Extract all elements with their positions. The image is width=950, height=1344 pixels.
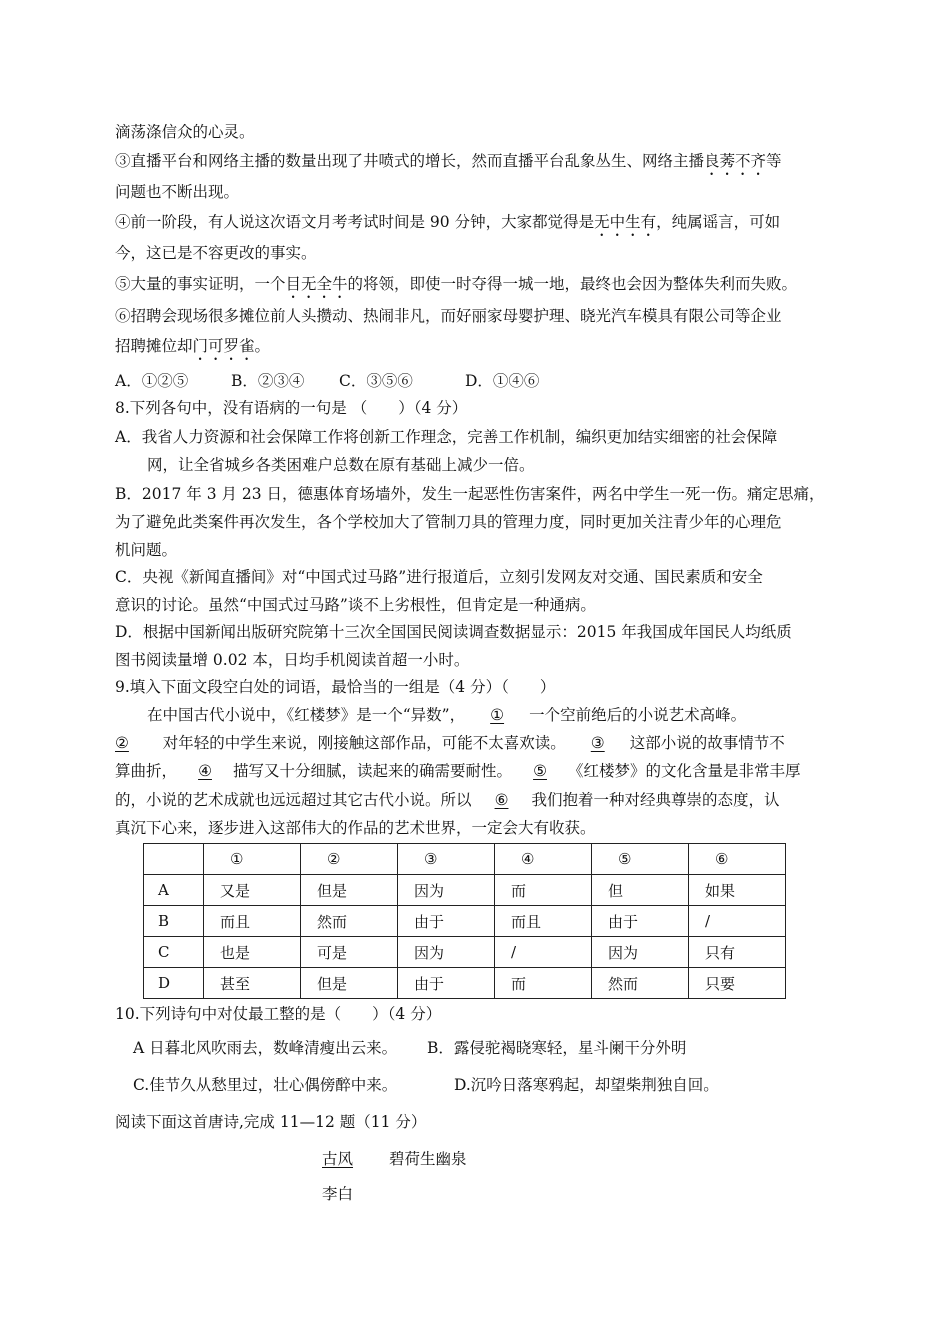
q9-passage-line-4: 的，小说的艺术成就也远远超过其它古代小说。所以 ⑥ 我们抱着一种对经典尊崇的态度，认 (115, 791, 780, 809)
table-cell: 又是 (204, 875, 301, 906)
q9-passage-line-3: 算曲折， ④ 描写又十分细腻，读起来的确需要耐性。 ⑤ 《红楼梦》的文化含量是非常丰厚 (115, 762, 801, 780)
table-header-cell: ⑤ (592, 844, 689, 875)
blank-2: ② (115, 734, 129, 752)
q7-sentence-4-cont: 今，这已是不容更改的事实。 (115, 244, 317, 262)
table-row[interactable] (144, 968, 786, 999)
table-header-cell: ② (301, 844, 398, 875)
q7-sentence-3-cont: 问题也不断出现。 (115, 183, 240, 201)
table-cell: 也是 (204, 937, 301, 968)
table-cell: 甚至 (204, 968, 301, 999)
table-cell: D (144, 968, 204, 999)
q8-option-d[interactable]: D．根据中国新闻出版研究院第十三次全国国民阅读调查数据显示：2015 年我国成年国民人均纸质 (115, 623, 792, 641)
table-header-cell: ③ (398, 844, 495, 875)
poem-author: 李白 (322, 1185, 354, 1203)
q8-option-c-cont: 意识的讨论。虽然“中国式过马路”谈不上劣根性，但肯定是一种通病。 (115, 596, 596, 614)
idiom-emphasis: 目无全牛 (285, 275, 348, 293)
table-cell: 而且 (204, 906, 301, 937)
table-cell: 因为 (398, 937, 495, 968)
q7-sentence-6-cont: 招聘摊位却门可罗雀。 (115, 337, 271, 355)
q8-option-a[interactable]: A．我省人力资源和社会保障工作将创新工作理念，完善工作机制，编织更加结实细密的社会保障 (115, 428, 778, 446)
table-cell: / (689, 906, 786, 937)
q8-option-b-cont: 为了避免此类案件再次发生，各个学校加大了管制刀具的管理力度，同时更加关注青少年的心理危 (115, 513, 782, 531)
table-cell: 但 (592, 875, 689, 906)
q9-options-table (143, 843, 786, 999)
table-cell: A (144, 875, 204, 906)
q9-passage-line-2: ② 对年轻的中学生来说，刚接触这部作品，可能不太喜欢读。 ③ 这部小说的故事情节不 (115, 734, 785, 752)
idiom-emphasis: 良莠不齐 (704, 152, 767, 170)
table-cell: 而且 (495, 906, 592, 937)
q10-option-d[interactable]: D.沉吟日落寒鸦起，却望柴荆独自回。 (454, 1076, 719, 1094)
q10-option-c[interactable]: C.佳节久从愁里过，壮心偶傍醉中来。 (133, 1076, 398, 1094)
reading-instructions: 阅读下面这首唐诗,完成 11—12 题（11 分） (115, 1113, 427, 1131)
table-header-cell (144, 844, 204, 875)
table-cell: 而 (495, 968, 592, 999)
blank-1: ① (490, 706, 505, 724)
q9-stem: 9.填入下面文段空白处的词语，最恰当的一组是（4 分）（ ） (115, 678, 556, 696)
blank-6: ⑥ (494, 791, 509, 809)
table-cell: 可是 (301, 937, 398, 968)
table-cell: 但是 (301, 968, 398, 999)
q9-passage-line-5: 真沉下心来，逐步进入这部伟大的作品的艺术世界，一定会大有收获。 (115, 819, 596, 837)
table-cell: 只要 (689, 968, 786, 999)
q8-option-c[interactable]: C．央视《新闻直播间》对“中国式过马路”进行报道后，立刻引发网友对交通、国民素质和安全 (115, 568, 763, 586)
q7-sentence-6: ⑥招聘会现场很多摊位前人头攒动、热闹非凡，而好丽家母婴护理、晓光汽车模具有限公司等企业 (115, 307, 782, 325)
poem-series: 古风 (322, 1150, 354, 1168)
q7-option-a[interactable]: A．①②⑤ (115, 372, 189, 390)
q7-option-b[interactable]: B．②③④ (231, 372, 305, 390)
table-cell: 由于 (398, 968, 495, 999)
table-cell: 然而 (592, 968, 689, 999)
idiom-emphasis: 无中生有 (594, 213, 657, 231)
idiom-emphasis: 门可罗雀 (192, 337, 255, 355)
table-row[interactable] (144, 937, 786, 968)
table-header-cell: ④ (495, 844, 592, 875)
q9-passage-line-1: 在中国古代小说中，《红楼梦》是一个“异数”， ① 一个空前绝后的小说艺术高峰。 (147, 706, 747, 724)
q8-option-a-cont: 网，让全省城乡各类困难户总数在原有基础上减少一倍。 (147, 456, 535, 474)
table-cell: 而 (495, 875, 592, 906)
blank-4: ④ (198, 762, 212, 780)
table-cell: 如果 (689, 875, 786, 906)
q10-option-a[interactable]: A 日暮北风吹雨去，数峰清瘦出云来。 (133, 1039, 398, 1057)
table-cell: B (144, 906, 204, 937)
table-header-row (144, 844, 786, 875)
q8-option-b-cont2: 机问题。 (115, 541, 178, 559)
poem-heading (322, 1149, 467, 1169)
table-cell: 由于 (398, 906, 495, 937)
table-cell: 由于 (592, 906, 689, 937)
q7-option-d[interactable]: D．①④⑥ (465, 372, 540, 390)
q10-option-b[interactable]: B．露侵驼褐晓寒轻，星斗阑干分外明 (427, 1039, 687, 1057)
q7-option-c[interactable]: C．③⑤⑥ (339, 372, 413, 390)
table-cell: C (144, 937, 204, 968)
table-cell: 但是 (301, 875, 398, 906)
q8-option-b[interactable]: B．2017 年 3 月 23 日，德惠体育场墙外，发生一起恶性伤害案件，两名中学生一死一伤。痛定思痛， (115, 485, 825, 503)
blank-3: ③ (590, 734, 605, 752)
q7-sentence-5: ⑤大量的事实证明，一个目无全牛的将领，即使一时夺得一城一地，最终也会因为整体失利而失败。 (115, 275, 798, 293)
table-header-cell: ⑥ (689, 844, 786, 875)
table-cell: 只有 (689, 937, 786, 968)
q8-stem: 8.下列各句中，没有语病的一句是 （ ）（4 分） (115, 399, 468, 417)
q10-stem: 10.下列诗句中对仗最工整的是（ ）（4 分） (115, 1005, 442, 1023)
q7-previous-line: 滴荡涤信众的心灵。 (115, 123, 255, 141)
poem-title: 碧荷生幽泉 (389, 1150, 467, 1168)
table-cell: 然而 (301, 906, 398, 937)
table-row[interactable] (144, 875, 786, 906)
q7-sentence-3: ③直播平台和网络主播的数量出现了井喷式的增长，然而直播平台乱象丛生、网络主播良莠不齐等 (115, 152, 782, 170)
q7-sentence-4: ④前一阶段，有人说这次语文月考考试时间是 90 分钟，大家都觉得是无中生有，纯属谣言，可如 (115, 213, 781, 231)
blank-5: ⑤ (533, 762, 547, 780)
q8-option-d-cont: 图书阅读量增 0.02 本，日均手机阅读首超一小时。 (115, 651, 470, 669)
table-row[interactable] (144, 906, 786, 937)
table-header-cell: ① (204, 844, 301, 875)
table-cell: / (495, 937, 592, 968)
table-cell: 因为 (592, 937, 689, 968)
table-cell: 因为 (398, 875, 495, 906)
